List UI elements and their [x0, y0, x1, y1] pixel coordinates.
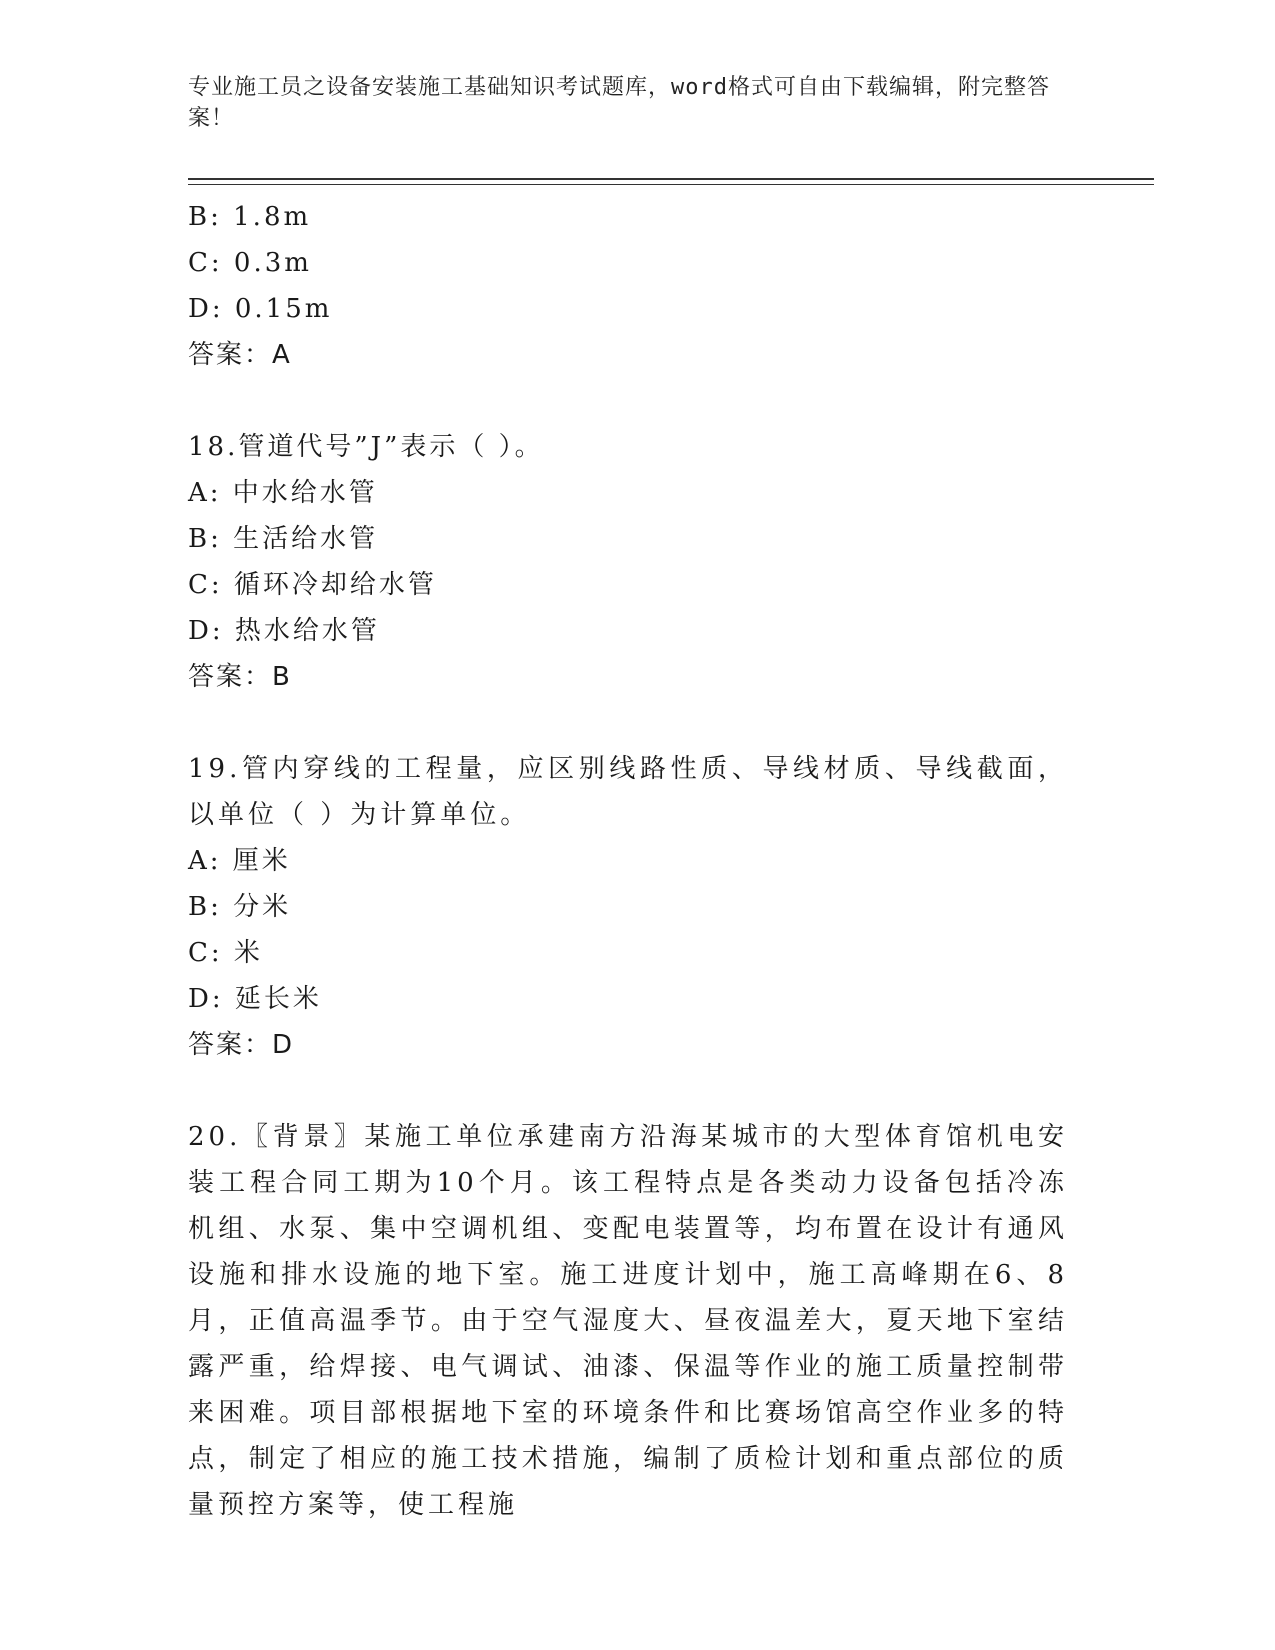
answer-line: 答案：B: [188, 662, 292, 692]
question-text: 20.〖背景〗某施工单位承建南方沿海某城市的大型体育馆机电安装工程合同工期为10个月。该工程特点是各类动力设备包括冷冻机组、水泵、集中空调机组、变配电装置等，均布置在设计有通风设施和排水设施的地下室。施工进度计划中，施工高峰期在6、8月，正值高温季节。由于空气湿度大、昼夜温差大，夏天地下室结露严重，给焊接、电气调试、油漆、保温等作业的施工质量控制带来困难。项目部根据地下室的环境条件和比赛场馆高空作业多的特点，制定了相应的施工技术措施，编制了质检计划和重点部位的质量预控方案等，使工程施: [188, 1122, 1068, 1520]
option-c: C: 米: [188, 938, 263, 968]
option-d: D: 热水给水管: [188, 616, 380, 646]
spacer: [188, 1068, 1068, 1114]
option-b: B: 1.8m: [188, 202, 312, 232]
option-d: D: 0.15m: [188, 294, 333, 324]
option-a: A: 厘米: [188, 846, 291, 876]
question-20: [188, 1114, 1068, 1528]
option-b: B: 分米: [188, 892, 292, 922]
question-19: [188, 746, 1068, 1068]
question-text: 19.管内穿线的工程量，应区别线路性质、导线材质、导线截面，以单位（ ）为计算单位。: [188, 754, 1068, 830]
document-body: [188, 194, 1068, 1528]
spacer: [188, 700, 1068, 746]
header-divider-thin: [188, 184, 1154, 185]
header-divider: [188, 178, 1154, 180]
option-b: B: 生活给水管: [188, 524, 379, 554]
answer-line: 答案：D: [188, 1030, 295, 1060]
option-c: C: 0.3m: [188, 248, 312, 278]
question-17: [188, 194, 1068, 378]
question-text: 18.管道代号”J”表示（ ）。: [188, 432, 544, 462]
answer-line: 答案：A: [188, 340, 292, 370]
option-d: D: 延长米: [188, 984, 322, 1014]
spacer: [188, 378, 1068, 424]
option-a: A: 中水给水管: [188, 478, 378, 508]
option-c: C: 循环冷却给水管: [188, 570, 437, 600]
question-18: [188, 424, 1068, 700]
document-header: 专业施工员之设备安装施工基础知识考试题库，word格式可自由下载编辑，附完整答案！: [188, 75, 1050, 131]
